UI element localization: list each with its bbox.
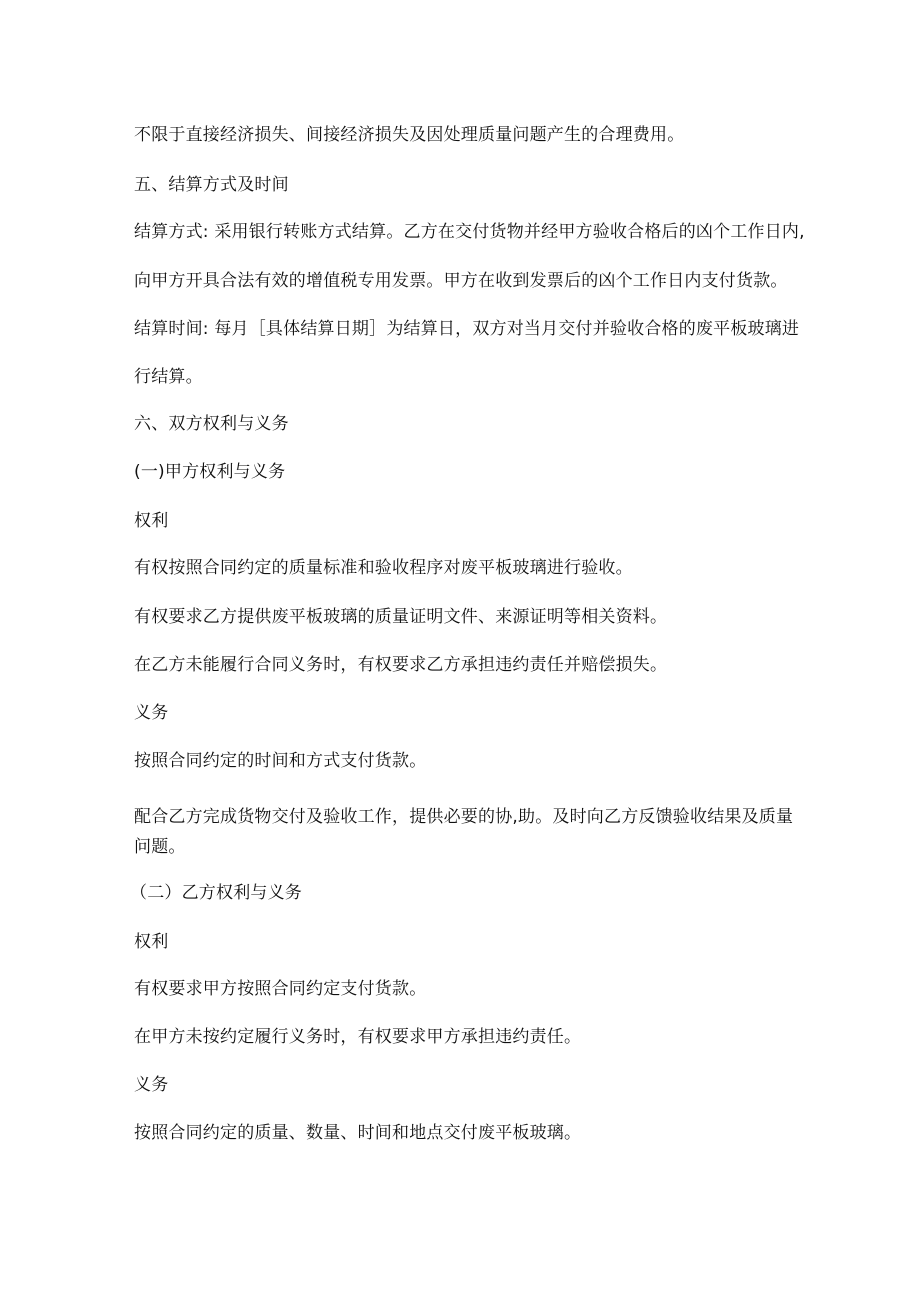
- subheading-party-b: （二）乙方权利与义务: [130, 883, 302, 903]
- paragraph-a-right-2: 有权要求乙方提供废平板玻璃的质量证明文件、来源证明等相关资料。: [134, 607, 668, 627]
- paragraph-b-obligation-1: 按照合同约定的质量、数量、时间和地点交付废平板玻璃。: [134, 1123, 582, 1143]
- label-obligations-a: 义务: [134, 703, 169, 723]
- paragraph-settlement-method-line2: 向甲方开具合法有效的增值税专用发票。甲方在收到发票后的凶个工作日内支付货款。: [134, 271, 788, 291]
- paragraph-loss-scope: 不限于直接经济损失、间接经济损失及因处理质量问题产生的合理费用。: [134, 125, 685, 145]
- paragraph-a-right-1: 有权按照合同约定的质量标准和验收程序对废平板玻璃进行验收。: [134, 558, 633, 578]
- section-heading-settlement: 五、结算方式及时间: [134, 175, 289, 195]
- label-obligations-b: 义务: [134, 1075, 169, 1095]
- label-rights-b: 权利: [134, 932, 169, 952]
- paragraph-b-right-2: 在甲方未按约定履行义务时，有权要求甲方承担违约责任。: [134, 1027, 582, 1047]
- paragraph-a-obligation-2-line2: 问题。: [134, 837, 186, 857]
- paragraph-settlement-time-line1: 结算时间: 每月［具体结算日期］为结算日，双方对当月交付并验收合格的废平板玻璃进: [134, 319, 800, 339]
- section-heading-rights-obligations: 六、双方权利与义务: [134, 414, 289, 434]
- paragraph-b-right-1: 有权要求甲方按照合同约定支付货款。: [134, 979, 427, 999]
- paragraph-a-obligation-2-line1: 配合乙方完成货物交付及验收工作，提供必要的协,助。及时向乙方反馈验收结果及质量: [134, 807, 794, 827]
- paragraph-a-obligation-1: 按照合同约定的时间和方式支付货款。: [134, 751, 427, 771]
- label-rights-a: 权利: [134, 511, 169, 531]
- paragraph-settlement-method-line1: 结算方式: 采用银行转账方式结算。乙方在交付货物并经甲方验收合格后的凶个工作日内,: [134, 222, 805, 242]
- paragraph-a-right-3: 在乙方未能履行合同义务时，有权要求乙方承担违约责任并赔偿损失。: [134, 655, 668, 675]
- paragraph-settlement-time-line2: 行结算。: [134, 367, 203, 387]
- subheading-party-a: (一)甲方权利与义务: [134, 462, 286, 482]
